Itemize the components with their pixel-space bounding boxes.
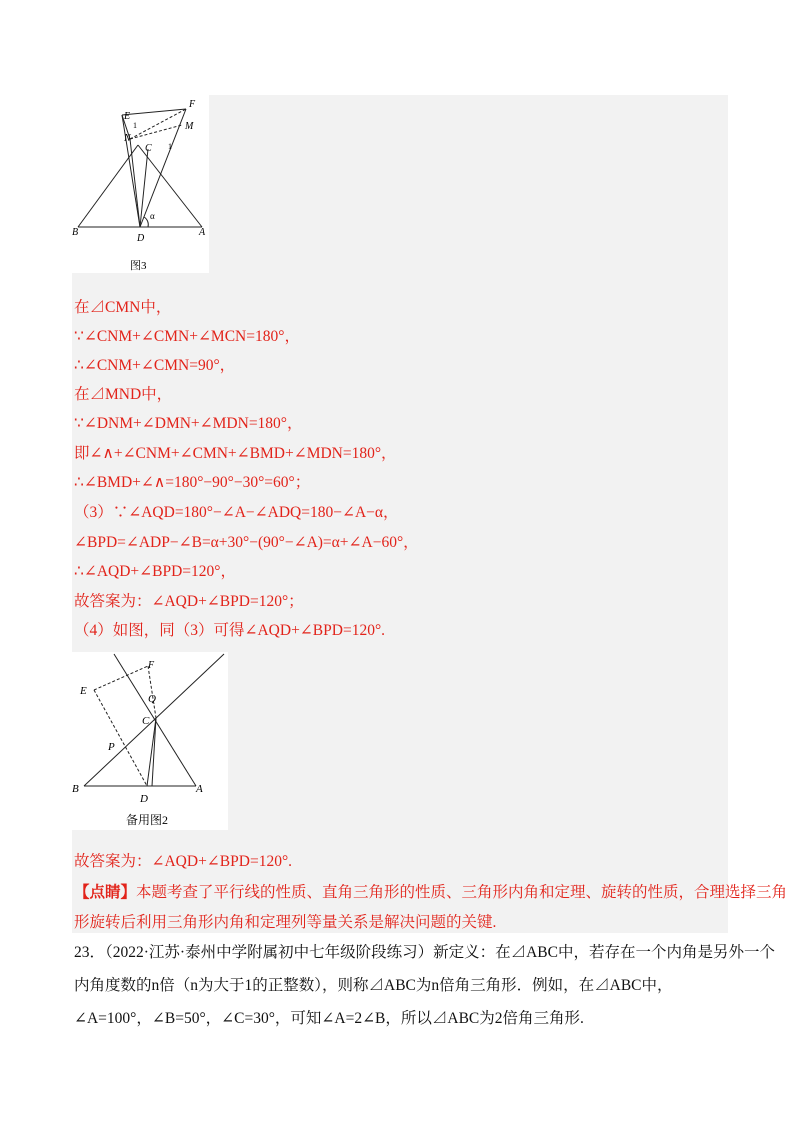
fig3-label-1b: 1	[168, 142, 172, 151]
fig3-label-c: C	[145, 143, 152, 154]
fig3-label-n: N	[124, 133, 131, 144]
spare-label-d: D	[140, 793, 148, 805]
figure-3	[72, 95, 209, 273]
figure-3-diagram	[72, 95, 209, 273]
comment-text-1: 本题考查了平行线的性质、直角三角形的性质、三角形内角和定理、旋转的性质，合理选择三角	[136, 884, 788, 901]
fig3-label-m: M	[185, 121, 194, 132]
figure-spare-2	[72, 652, 228, 830]
solution-line-6: 即∠∧+∠CNM+∠CMN+∠BMD+∠MDN=180°，	[74, 445, 397, 462]
figure-spare-2-diagram	[72, 652, 228, 830]
spare-label-q: Q	[148, 693, 156, 705]
solution-line-1: 在⊿CMN中，	[74, 299, 172, 316]
solution-line-8: （3）∵∠AQD=180°−∠A−∠ADQ=180−∠A−α，	[74, 504, 399, 521]
question-line-3: ∠A=100°，∠B=50°，∠C=30°，可知∠A=2∠B，所以⊿ABC为2倍角三角形.	[74, 1010, 584, 1027]
solution-line-3: ∴∠CNM+∠CMN=90°，	[74, 357, 236, 374]
spare-label-f: F	[148, 660, 155, 671]
solution-line-4: 在⊿MND中，	[74, 386, 173, 403]
spare-label-c: C	[142, 715, 150, 727]
fig3-label-b: B	[72, 227, 79, 238]
comment-line-2: 形旋转后利用三角形内角和定理列等量关系是解决问题的关键.	[74, 914, 497, 931]
spare-label-b: B	[72, 783, 79, 795]
solution-line-7: ∴∠BMD+∠∧=180°−90°−30°=60°；	[74, 474, 311, 491]
fig3-label-a: A	[199, 227, 206, 238]
fig3-label-d: D	[137, 233, 145, 244]
spare-label-a: A	[196, 783, 203, 795]
solution-line-10: ∴∠AQD+∠BPD=120°，	[74, 563, 237, 580]
fig3-label-alpha: α	[150, 211, 155, 221]
spare-caption: 备用图2	[126, 813, 169, 827]
question-line-2: 内角度数的n倍（n为大于1的正整数），则称⊿ABC为n倍角三角形．例如，在⊿ABC中，	[74, 977, 673, 994]
answer-line: 故答案为：∠AQD+∠BPD=120°.	[74, 853, 293, 870]
fig3-label-1a: 1	[133, 121, 137, 130]
solution-line-5: ∵∠DNM+∠DMN+∠MDN=180°，	[74, 415, 303, 432]
question-line-1: 23．（2022·江苏·泰州中学附属初中七年级阶段练习）新定义：在⊿ABC中，若存在一个内角是另外一个	[74, 944, 775, 961]
fig3-label-e: E	[124, 111, 131, 122]
fig3-label-f: F	[189, 99, 196, 110]
fig3-caption: 图3	[130, 260, 147, 272]
solution-line-12: （4）如图，同（3）可得∠AQD+∠BPD=120°.	[74, 622, 386, 639]
solution-line-9: ∠BPD=∠ADP−∠B=α+30°−(90°−∠A)=α+∠A−60°，	[74, 534, 419, 551]
comment-line-1	[74, 883, 787, 903]
spare-label-e: E	[80, 685, 87, 697]
solution-line-11: 故答案为：∠AQD+∠BPD=120°；	[74, 593, 304, 610]
comment-tag: 【点睛】	[74, 884, 137, 901]
spare-label-p: P	[108, 741, 115, 753]
solution-line-2: ∵∠CNM+∠CMN+∠MCN=180°，	[74, 328, 300, 345]
